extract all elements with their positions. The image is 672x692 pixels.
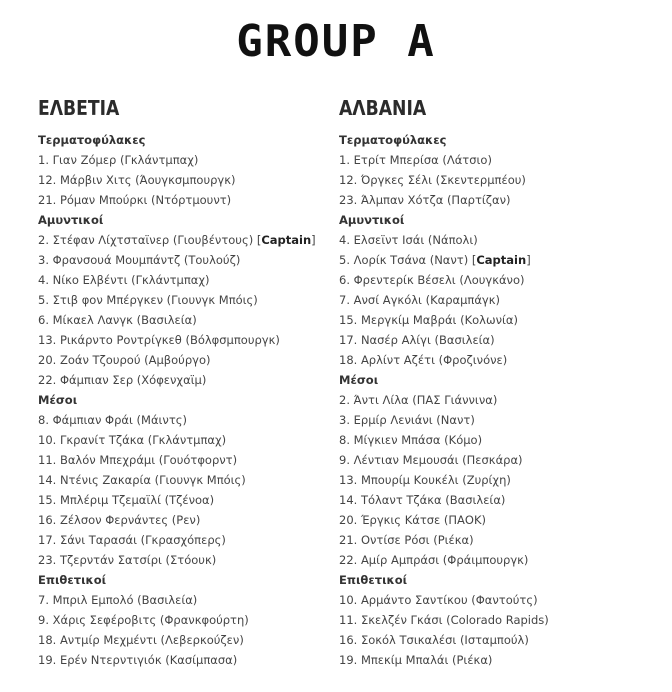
player-text: 17. Σάνι Ταρασάι (Γκρασχόπερς) [38,533,226,547]
player-row [339,310,659,330]
player-row [38,330,338,350]
player-row [38,510,338,530]
player-text: 16. Σοκόλ Τσικαλέσι (Ισταμπούλ) [339,633,529,647]
player-text: 18. Αντμίρ Μεχμέντι (Λεβερκούζεν) [38,633,244,647]
roster-list [339,130,659,670]
player-text: 10. Αρμάντο Σαντίκου (Φαντούτς) [339,593,538,607]
position-heading: Τερματοφύλακες [339,133,447,147]
player-text: 10. Γκρανίτ Τζάκα (Γκλάντμπαχ) [38,433,227,447]
player-row [38,250,338,270]
player-row [339,430,659,450]
player-row [339,470,659,490]
player-row [38,190,338,210]
player-text: 9. Λέντιαν Μεμουσάι (Πεσκάρα) [339,453,523,467]
player-text: 19. Μπεκίμ Μπαλάι (Ριέκα) [339,653,493,667]
player-row [339,630,659,650]
team-switzerland [38,94,338,670]
player-row [38,590,338,610]
player-row [38,650,338,670]
player-text-suffix: ] [526,253,531,267]
position-heading: Επιθετικοί [339,573,408,587]
player-row [339,490,659,510]
player-text: 17. Νασέρ Αλίγι (Βασιλεία) [339,333,495,347]
player-text: 19. Ερέν Ντερντιγιόκ (Κασίμπασα) [38,653,238,667]
player-text: 8. Φάμπιαν Φράι (Μάιντς) [38,413,187,427]
player-row [38,350,338,370]
player-text: 18. Αρλίντ Αζέτι (Φροζινόνε) [339,353,508,367]
player-row [38,430,338,450]
player-row [339,290,659,310]
player-row [38,150,338,170]
player-text: 22. Αμίρ Αμπράσι (Φράιμπουργκ) [339,553,529,567]
player-text: 16. Ζέλσον Φερνάντες (Ρεν) [38,513,201,527]
player-text: 15. Μεργκίμ Μαβράι (Κολωνία) [339,313,518,327]
player-row [339,650,659,670]
player-row [38,370,338,390]
player-row [339,270,659,290]
player-row [38,230,338,250]
player-text: 13. Ρικάρντο Ροντρίγκεθ (Βόλφσμπουργκ) [38,333,280,347]
player-row [339,410,659,430]
team-name: ΕΛΒΕΤΙΑ [38,96,120,120]
page-title: GROUP A [236,16,436,67]
player-row [339,390,659,410]
player-text: 22. Φάμπιαν Σερ (Χόφενχαϊμ) [38,373,207,387]
roster-list [38,130,338,670]
player-text: 21. Οντίσε Ρόσι (Ριέκα) [339,533,474,547]
player-text: 23. Τζερντάν Σατσίρι (Στόουκ) [38,553,217,567]
player-row [38,470,338,490]
player-text: 11. Σκελζέν Γκάσι (Colorado Rapids) [339,613,549,627]
player-text: 4. Ελσεϊντ Ισάι (Νάπολι) [339,233,478,247]
captain-tag: Captain [261,233,312,247]
position-heading: Αμυντικοί [339,213,405,227]
position-heading: Τερματοφύλακες [38,133,146,147]
player-row [38,550,338,570]
player-text: 5. Στιβ φον Μπέργκεν (Γιουνγκ Μπόις) [38,293,258,307]
player-text: 11. Βαλόν Μπεχράμι (Γουότφορντ) [38,453,238,467]
player-text: 8. Μίγκιεν Μπάσα (Κόμο) [339,433,483,447]
player-row [339,590,659,610]
player-text: 14. Ντένις Ζακαρία (Γιουνγκ Μπόις) [38,473,246,487]
captain-tag: Captain [476,253,527,267]
player-text: 2. Άντι Λίλα (ΠΑΣ Γιάννινα) [339,393,498,407]
player-row [38,490,338,510]
player-row [339,450,659,470]
player-text: 1. Γιαν Ζόμερ (Γκλάντμπαχ) [38,153,199,167]
player-text-suffix: ] [311,233,316,247]
player-row [339,550,659,570]
player-text: 4. Νίκο Ελβέντι (Γκλάντμπαχ) [38,273,210,287]
player-text: 5. Λορίκ Τσάνα (Ναντ) [ [339,253,477,267]
player-row [38,450,338,470]
player-text: 2. Στέφαν Λίχτσταϊνερ (Γιουβέντους) [ [38,233,262,247]
team-albania [339,94,659,670]
team-name: ΑΛΒΑΝΙΑ [339,96,427,120]
player-text: 6. Μίκαελ Λανγκ (Βασιλεία) [38,313,197,327]
player-text: 23. Άλμπαν Χότζα (Παρτίζαν) [339,193,511,207]
player-row [38,610,338,630]
player-text: 21. Ρόμαν Μπούρκι (Ντόρτμουντ) [38,193,232,207]
player-text: 20. Ζοάν Τζουρού (Αμβούργο) [38,353,211,367]
position-heading: Μέσοι [38,393,78,407]
player-text: 1. Ετρίτ Μπερίσα (Λάτσιο) [339,153,492,167]
player-text: 20. Έργκις Κάτσε (ΠΑΟΚ) [339,513,486,527]
player-row [339,330,659,350]
player-row [339,350,659,370]
position-heading: Αμυντικοί [38,213,104,227]
position-heading: Επιθετικοί [38,573,107,587]
player-row [38,630,338,650]
player-text: 3. Ερμίρ Λενιάνι (Ναντ) [339,413,475,427]
player-text: 12. Όργκες Σέλι (Σκεντερμπέου) [339,173,526,187]
player-row [339,610,659,630]
player-row [38,270,338,290]
position-heading: Μέσοι [339,373,379,387]
player-row [38,170,338,190]
player-row [38,530,338,550]
player-row [339,530,659,550]
player-text: 12. Μάρβιν Χιτς (Άουγκσμπουργκ) [38,173,236,187]
player-row [339,170,659,190]
player-text: 15. Μπλέριμ Τζεμαϊλί (Τζένοα) [38,493,215,507]
player-text: 3. Φρανσουά Μουμπάντζ (Τουλούζ) [38,253,241,267]
player-row [38,310,338,330]
player-row [38,290,338,310]
player-row [339,230,659,250]
player-row [339,250,659,270]
player-text: 13. Μπουρίμ Κουκέλι (Ζυρίχη) [339,473,511,487]
player-row [339,190,659,210]
player-row [339,510,659,530]
player-text: 6. Φρεντερίκ Βέσελι (Λουγκάνο) [339,273,525,287]
player-text: 7. Μπριλ Εμπολό (Βασιλεία) [38,593,198,607]
player-text: 9. Χάρις Σεφέροβιτς (Φρανκφούρτη) [38,613,249,627]
player-row [38,410,338,430]
player-text: 14. Τόλαντ Τζάκα (Βασιλεία) [339,493,506,507]
player-row [339,150,659,170]
player-text: 7. Ανσί Αγκόλι (Καραμπάγκ) [339,293,500,307]
